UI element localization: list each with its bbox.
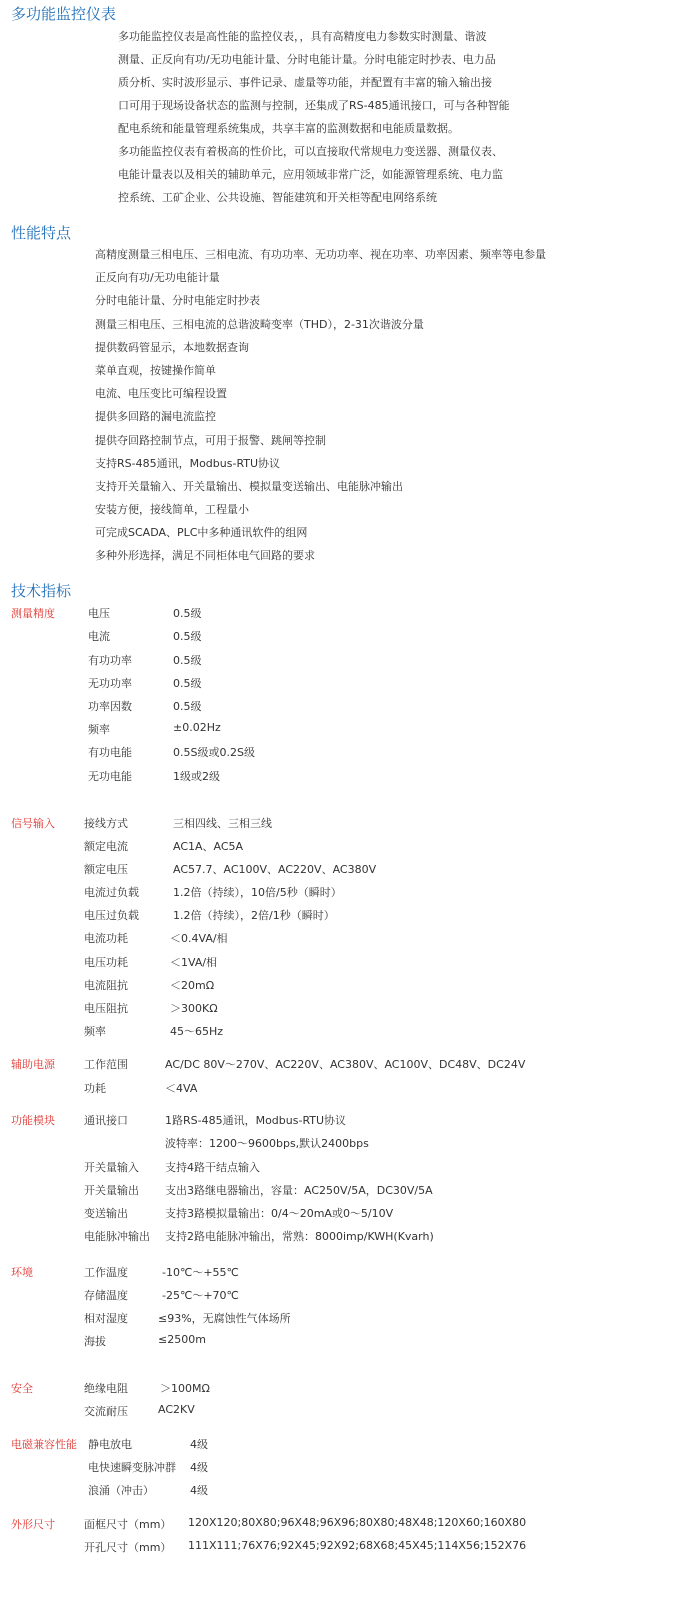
spec-key: 开孔尺寸（mm） — [84, 1541, 172, 1554]
spec-value: 支持2路电能脉冲输出，常熟：8000imp/KWH(Kvarh) — [165, 1230, 434, 1243]
spec-value: ＜0.4VA/相 — [170, 932, 228, 945]
spec-key: 电流过负载 — [84, 886, 139, 899]
feature-item: 安装方便，接线简单，工程量小 — [95, 503, 249, 516]
spec-key: 功耗 — [84, 1082, 106, 1095]
spec-value: AC1A、AC5A — [173, 840, 244, 853]
spec-value: AC2KV — [158, 1403, 195, 1416]
spec-value: 1.2倍（持续），10倍/5秒（瞬时） — [173, 886, 342, 899]
spec-value: AC/DC 80V～270V、AC220V、AC380V、AC100V、DC48V、DC24V — [165, 1058, 526, 1071]
spec-value: 1.2倍（持续），2倍/1秒（瞬时） — [173, 909, 335, 922]
specs-title: 技术指标 — [11, 582, 72, 600]
feature-item: 支持开关量输入、开关量输出、模拟量变送输出、电能脉冲输出 — [95, 480, 403, 493]
section-label-emc: 电磁兼容性能 — [11, 1438, 77, 1451]
spec-key: 交流耐压 — [84, 1405, 128, 1418]
spec-key: 频率 — [84, 1025, 106, 1038]
spec-key: 变送输出 — [84, 1207, 128, 1220]
intro-line: 控系统、工矿企业、公共设施、智能建筑和开关柜等配电网络系统 — [118, 191, 437, 204]
feature-item: 提供夺回路控制节点，可用于报警、跳闸等控制 — [95, 434, 326, 447]
section-label-modules: 功能模块 — [11, 1114, 55, 1127]
intro-title: 多功能监控仪表 — [11, 5, 117, 23]
spec-value: 支持3路模拟量输出：0/4～20mA或0～5/10V — [165, 1207, 394, 1220]
spec-key: 绝缘电阻 — [84, 1382, 128, 1395]
spec-value: 0.5S级或0.2S级 — [173, 746, 255, 759]
spec-value: ±0.02Hz — [173, 721, 221, 734]
spec-key: 面框尺寸（mm） — [84, 1518, 172, 1531]
spec-value: 支持4路干结点输入 — [165, 1161, 260, 1174]
spec-key: 电快速瞬变脉冲群 — [88, 1461, 176, 1474]
spec-value: 4级 — [190, 1461, 208, 1474]
spec-key: 电压阻抗 — [84, 1002, 128, 1015]
spec-key: 浪涌（冲击） — [88, 1484, 154, 1497]
spec-value: ＜20mΩ — [170, 979, 215, 992]
intro-line: 配电系统和能量管理系统集成，共享丰富的监测数据和电能质量数据。 — [118, 122, 459, 135]
spec-key: 工作范围 — [84, 1058, 128, 1071]
feature-item: 可完成SCADA、PLC中多种通讯软件的组网 — [95, 526, 308, 539]
feature-item: 菜单直观，按键操作简单 — [95, 364, 216, 377]
spec-value: ≤93%，无腐蚀性气体场所 — [158, 1312, 291, 1325]
spec-value: 4级 — [190, 1484, 208, 1497]
spec-value: 1路RS-485通讯，Modbus-RTU协议 — [165, 1114, 347, 1127]
feature-item: 分时电能计量、分时电能定时抄表 — [95, 294, 260, 307]
spec-key: 电压 — [88, 607, 110, 620]
spec-value: ＜4VA — [165, 1082, 198, 1095]
spec-value: -10℃～+55℃ — [162, 1266, 239, 1279]
spec-value: 111X111;76X76;92X45;92X92;68X68;45X45;114X56;152X76 — [188, 1539, 527, 1552]
spec-key: 相对湿度 — [84, 1312, 128, 1325]
feature-item: 正反向有功/无功电能计量 — [95, 271, 220, 284]
feature-item: 高精度测量三相电压、三相电流、有功功率、无功功率、视在功率、功率因素、频率等电参量 — [95, 248, 546, 261]
spec-value: 4级 — [190, 1438, 208, 1451]
spec-key: 额定电压 — [84, 863, 128, 876]
spec-key: 存储温度 — [84, 1289, 128, 1302]
spec-value: ＜1VA/相 — [170, 956, 218, 969]
feature-item: 提供数码管显示，本地数据查询 — [95, 341, 249, 354]
intro-line: 测量、正反向有功/无功电能计量、分时电能计量。分时电能定时抄表、电力品 — [118, 53, 496, 66]
spec-value: ≤2500m — [158, 1333, 206, 1346]
spec-value: 1级或2级 — [173, 770, 220, 783]
spec-key: 工作温度 — [84, 1266, 128, 1279]
feature-item: 测量三相电压、三相电流的总谐波畸变率（THD），2-31次谐波分量 — [95, 318, 424, 331]
spec-key: 开关量输入 — [84, 1161, 139, 1174]
spec-key: 静电放电 — [88, 1438, 132, 1451]
feature-item: 提供多回路的漏电流监控 — [95, 410, 216, 423]
intro-line: 口可用于现场设备状态的监测与控制，还集成了RS-485通讯接口，可与各种智能 — [118, 99, 510, 112]
spec-key: 通讯接口 — [84, 1114, 128, 1127]
spec-value: 0.5级 — [173, 677, 202, 690]
section-label-safety: 安全 — [11, 1382, 33, 1395]
spec-value: 0.5级 — [173, 607, 202, 620]
spec-key: 无功电能 — [88, 770, 132, 783]
spec-value: 支出3路继电器输出，容量：AC250V/5A，DC30V/5A — [165, 1184, 433, 1197]
spec-key: 开关量输出 — [84, 1184, 139, 1197]
spec-value: 45～65Hz — [170, 1025, 224, 1038]
spec-key: 无功功率 — [88, 677, 132, 690]
spec-key: 电流阻抗 — [84, 979, 128, 992]
spec-value: ＞100MΩ — [160, 1382, 210, 1395]
intro-line: 电能计量表以及相关的辅助单元，应用领域非常广泛，如能源管理系统、电力监 — [118, 168, 503, 181]
spec-key: 海拔 — [84, 1335, 106, 1348]
spec-value: 三相四线、三相三线 — [173, 817, 272, 830]
spec-value: ＞300KΩ — [170, 1002, 218, 1015]
spec-key: 有功功率 — [88, 654, 132, 667]
spec-key: 频率 — [88, 723, 110, 736]
spec-key: 接线方式 — [84, 817, 128, 830]
spec-value: 0.5级 — [173, 700, 202, 713]
spec-key: 电流 — [88, 630, 110, 643]
features-title: 性能特点 — [11, 224, 72, 242]
feature-item: 电流、电压变比可编程设置 — [95, 387, 227, 400]
feature-item: 多种外形选择，满足不同柜体电气回路的要求 — [95, 549, 315, 562]
section-label-input: 信号输入 — [11, 817, 55, 830]
section-label-env: 环境 — [11, 1266, 33, 1279]
spec-key: 功率因数 — [88, 700, 132, 713]
spec-value: 0.5级 — [173, 654, 202, 667]
spec-value: AC57.7、AC100V、AC220V、AC380V — [173, 863, 377, 876]
intro-line: 多功能监控仪表是高性能的监控仪表，，具有高精度电力参数实时测量、谐波 — [118, 30, 487, 43]
section-label-size: 外形尺寸 — [11, 1518, 55, 1531]
spec-key: 电能脉冲输出 — [84, 1230, 150, 1243]
section-label-power: 辅助电源 — [11, 1058, 55, 1071]
spec-value: 波特率：1200～9600bps,默认2400bps — [165, 1137, 369, 1150]
spec-key: 额定电流 — [84, 840, 128, 853]
spec-key: 电压过负载 — [84, 909, 139, 922]
intro-line: 质分析、实时波形显示、事件记录、虚量等功能，并配置有丰富的输入输出接 — [118, 76, 492, 89]
feature-item: 支持RS-485通讯，Modbus-RTU协议 — [95, 457, 281, 470]
spec-value: -25℃～+70℃ — [162, 1289, 239, 1302]
spec-key: 电流功耗 — [84, 932, 128, 945]
section-label-accuracy: 测量精度 — [11, 607, 55, 620]
spec-value: 120X120;80X80;96X48;96X96;80X80;48X48;120X60;160X80 — [188, 1516, 527, 1529]
spec-key: 电压功耗 — [84, 956, 128, 969]
intro-line: 多功能监控仪表有着极高的性价比，可以直接取代常规电力变送器、测量仪表、 — [118, 145, 503, 158]
spec-value: 0.5级 — [173, 630, 202, 643]
spec-key: 有功电能 — [88, 746, 132, 759]
